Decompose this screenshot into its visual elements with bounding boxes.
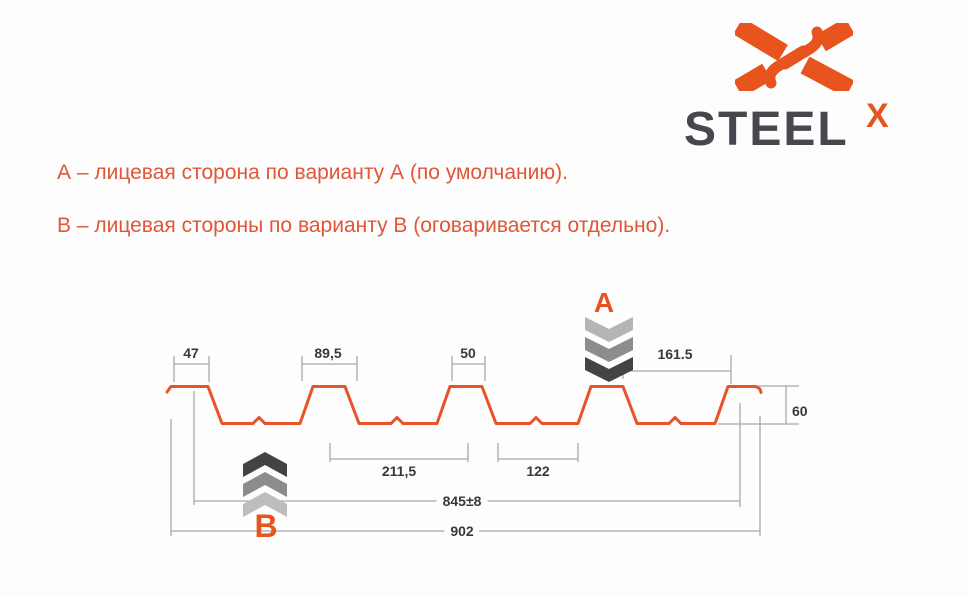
marker-side-b: B [254,508,278,544]
chevron-a-light [585,317,633,342]
dim-working-width: 845±8 [437,494,488,508]
dim-overall-width: 902 [444,524,479,538]
note-variant-a: А – лицевая сторона по варианту А (по умолчанию). [57,161,568,184]
dim-height: 60 [792,403,808,419]
dim-valley-width: 122 [526,463,550,479]
dim-rib-base-width: 89,5 [314,345,342,361]
chevron-arrows-a [585,317,633,382]
note-variant-b: В – лицевая стороны по варианту В (оговаривается отдельно). [57,214,671,237]
dim-rib-pitch: 211,5 [381,463,417,479]
brand-name: STEEL [684,103,849,156]
steelx-logo-icon [735,23,853,91]
dim-rib-top-width: 50 [460,345,476,361]
profile-outline [167,387,761,424]
marker-side-a: A [593,287,615,318]
dim-left-crest: 47 [183,345,199,361]
dim-end-spacing: 161.5 [657,346,693,362]
brand-superscript-x: X [866,97,889,135]
